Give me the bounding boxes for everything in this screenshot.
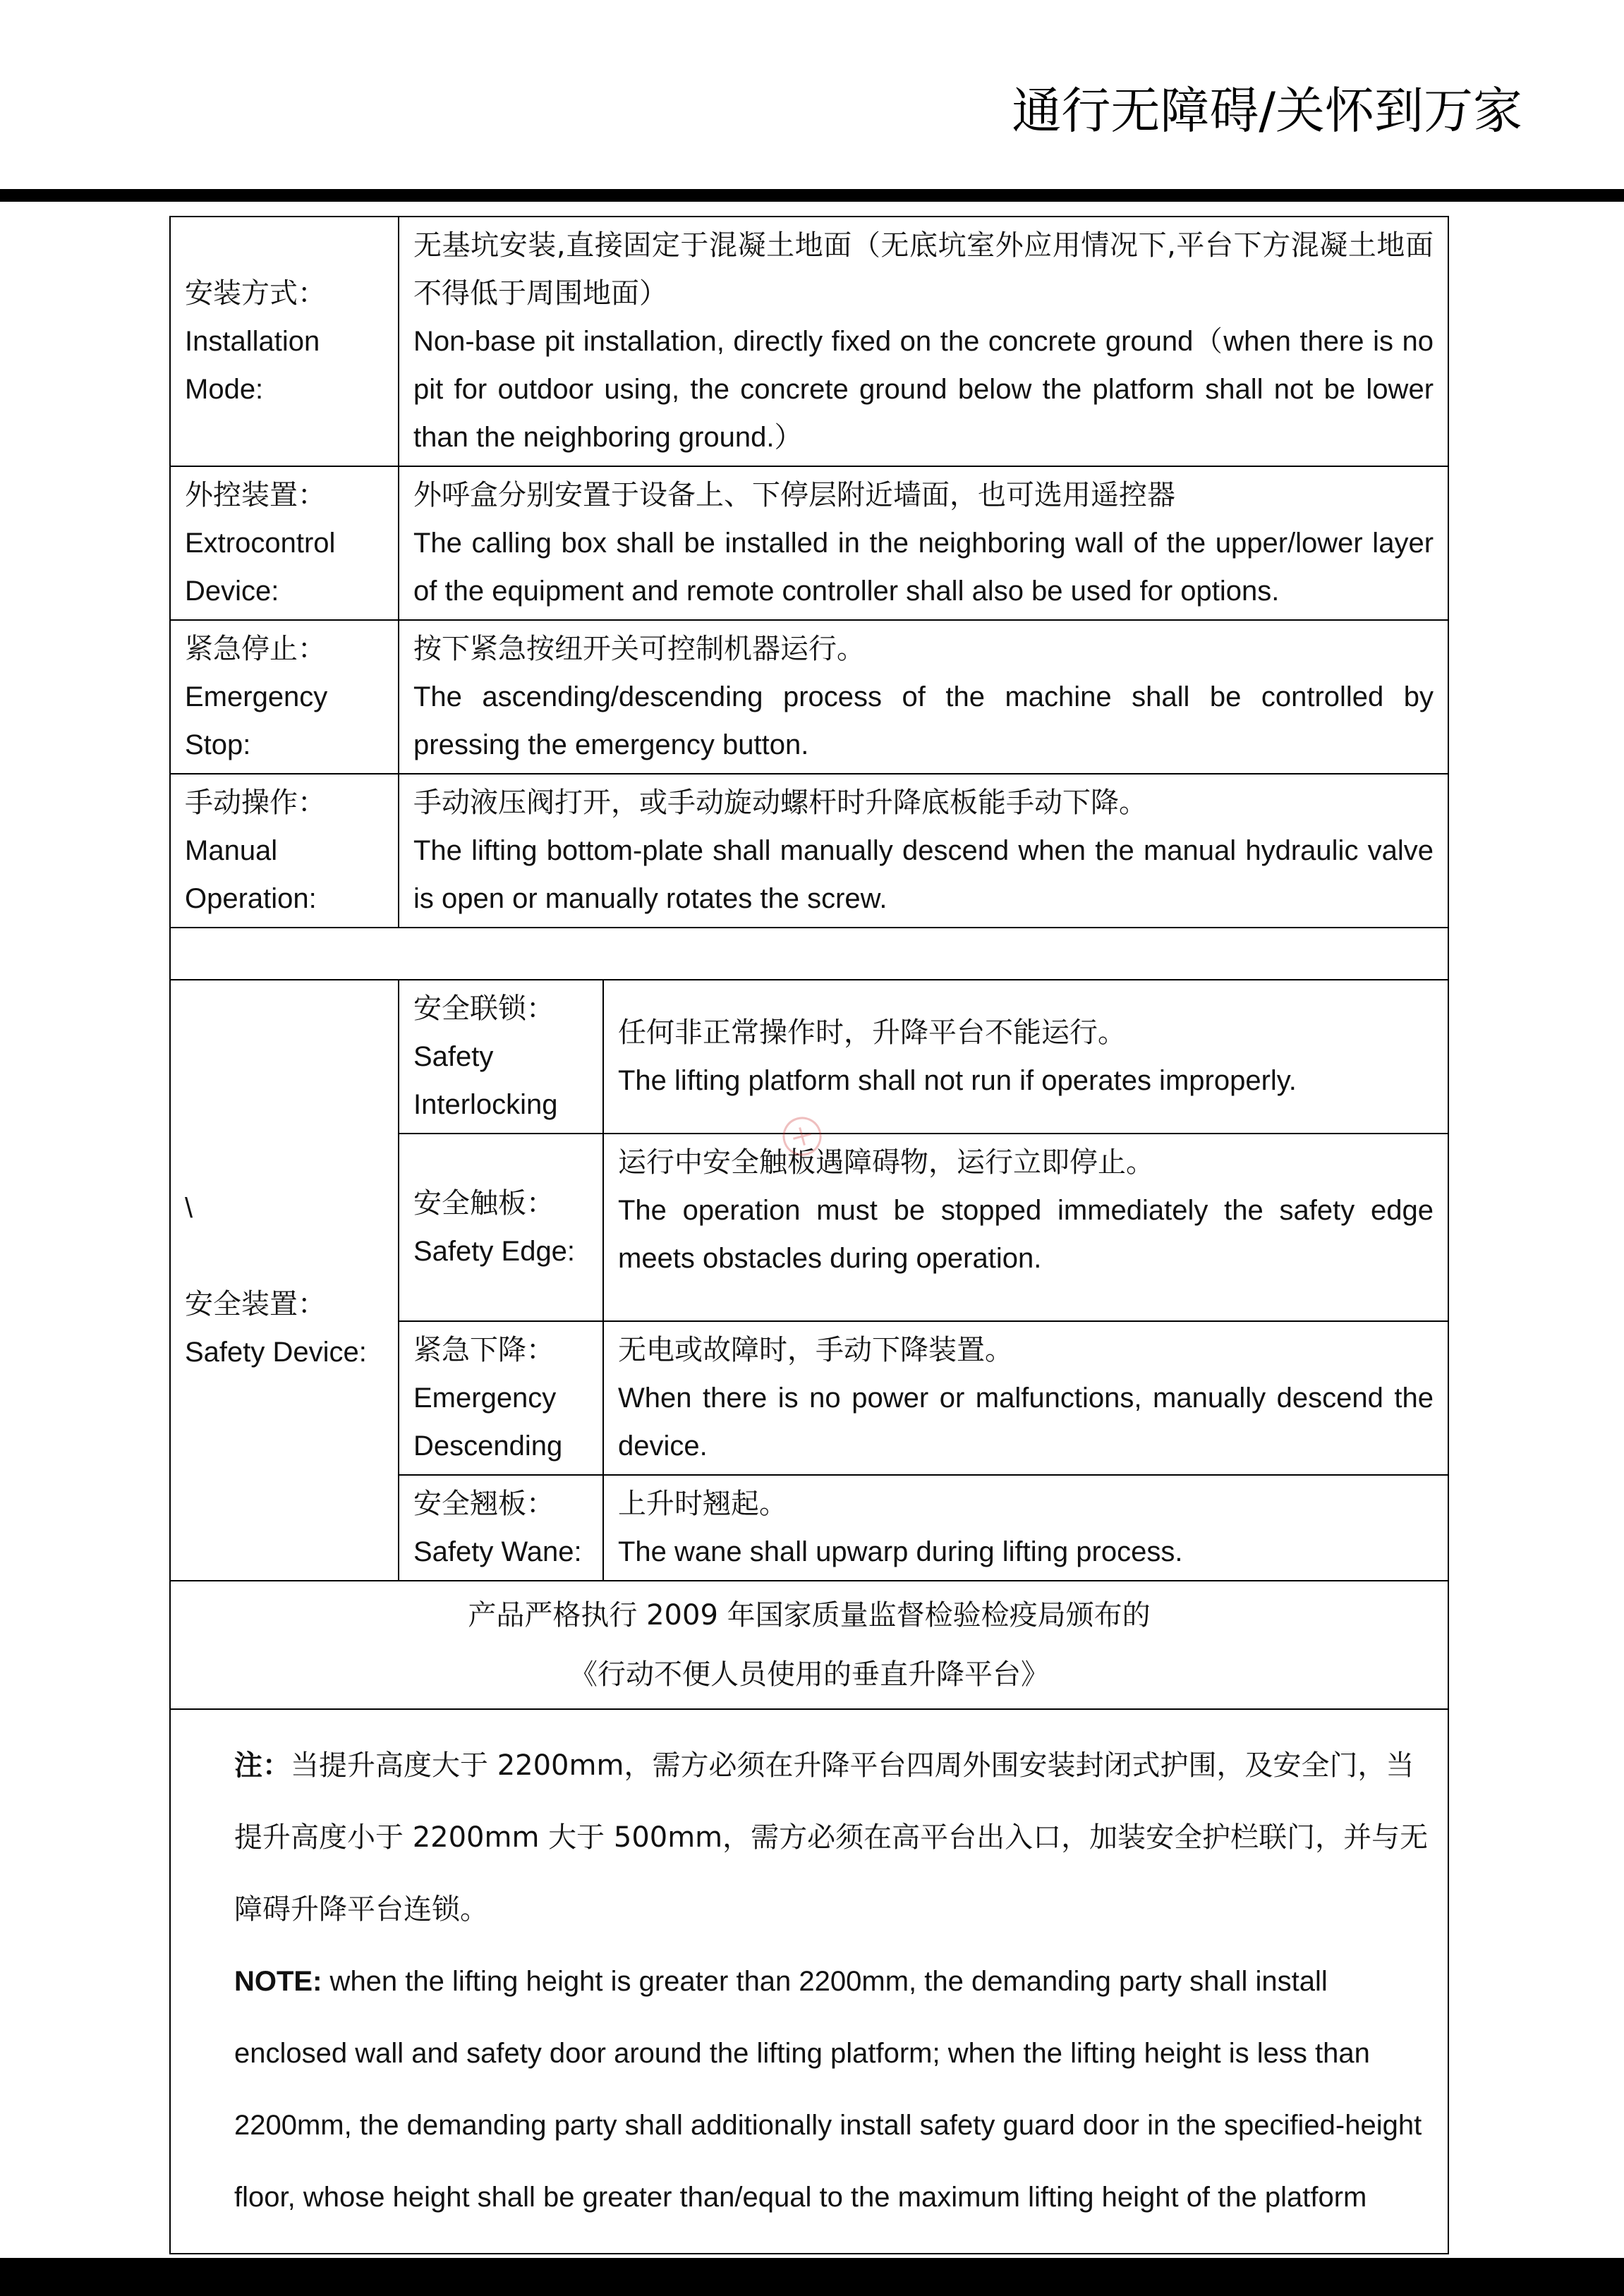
label-zh: 紧急停止： — [185, 633, 326, 665]
row-value — [399, 774, 1448, 928]
table-row — [170, 466, 1448, 620]
label-zh: 紧急下降： — [413, 1334, 555, 1366]
value-en: The calling box shall be installed in the neighboring wall of the upper/lower layer of the equipment and remote controller shall also be used for options. — [413, 528, 1434, 607]
safety-item-label — [399, 1475, 603, 1581]
safety-item-label — [399, 1321, 603, 1475]
footer-bar — [0, 2258, 1624, 2296]
note-en-label: NOTE: — [234, 1966, 322, 1997]
row-label — [170, 774, 399, 928]
label-en: Safety Interlocking — [413, 1041, 558, 1120]
value-en: The ascending/descending process of the machine shall be controlled by pressing the emergency button. — [413, 681, 1434, 760]
value-zh: 外呼盒分别安置于设备上、下停层附近墙面，也可选用遥控器 — [413, 479, 1175, 511]
value-en: The operation must be stopped immediately the safety edge meets obstacles during operation. — [618, 1195, 1434, 1274]
safety-item-label — [399, 1134, 603, 1321]
label-en: Emergency Descending — [413, 1383, 563, 1462]
header-title: 通行无障碍/关怀到万家 — [1012, 82, 1522, 140]
note-zh-label: 注： — [234, 1749, 291, 1782]
table-row — [170, 774, 1448, 928]
row-value — [399, 217, 1448, 466]
label-zh: 安全触板： — [413, 1187, 555, 1220]
safety-item-label — [399, 980, 603, 1134]
safety-item-value — [603, 980, 1448, 1134]
label-zh: 安全装置： — [185, 1288, 326, 1320]
label-en: Extrocontrol Device: — [185, 528, 336, 607]
label-en: Emergency Stop: — [185, 681, 328, 760]
spacer-cell — [170, 928, 1448, 980]
standard-line-1: 产品严格执行 2009 年国家质量监督检验检疫局颁布的 — [468, 1599, 1151, 1632]
table-row — [170, 217, 1448, 466]
value-en: The lifting bottom-plate shall manually descend when the manual hydraulic valve is open or manually rotates the screw. — [413, 835, 1434, 914]
row-label — [170, 466, 399, 620]
value-zh: 运行中安全触板遇障碍物，运行立即停止。 — [618, 1146, 1154, 1179]
label-en: Safety Edge: — [413, 1236, 576, 1267]
standard-line-2: 《行动不便人员使用的垂直升降平台》 — [569, 1658, 1049, 1691]
value-zh: 无基坑安装,直接固定于混凝土地面（无底坑室外应用情况下,平台下方混凝土地面不得低于周围地面） — [413, 229, 1434, 310]
row-value — [399, 620, 1448, 774]
label-zh: 安全翘板： — [413, 1488, 555, 1520]
value-en: The wane shall upwarp during lifting process. — [618, 1536, 1183, 1567]
safety-device-label — [170, 980, 399, 1581]
label-en: Manual Operation: — [185, 835, 317, 914]
note-cell — [170, 1709, 1448, 2254]
safety-item-value — [603, 1134, 1448, 1321]
label-en: Installation Mode: — [185, 326, 320, 405]
note-en-text: when the lifting height is greater than 2200mm, the demanding party shall install enclosed wall and safety door around the lifting platform; when the lifting height is less than 2200mm, the demanding party shall additionally install safety guard door in the specified-height floor, whose height shall be greater than/equal to the maximum lifting height of the platform — [234, 1966, 1422, 2213]
note-zh-text: 当提升高度大于 2200mm，需方必须在升降平台四周外围安装封闭式护围，及安全门，当提升高度小于 2200mm 大于 500mm，需方必须在高平台出入口，加装安全护栏联门，并与无障碍升降平台连锁。 — [234, 1749, 1429, 1926]
label-zh: 安装方式： — [185, 277, 326, 310]
standard-cell — [170, 1581, 1448, 1709]
note-zh — [234, 1730, 1431, 1945]
note-en — [234, 1945, 1431, 2233]
value-zh: 任何非正常操作时，升降平台不能运行。 — [618, 1016, 1126, 1049]
row-label — [170, 620, 399, 774]
header-rule — [0, 189, 1624, 202]
standard-row — [170, 1581, 1448, 1709]
label-en: Safety Wane: — [413, 1536, 582, 1567]
backslash-mark: \ — [185, 1193, 193, 1224]
safety-item-value — [603, 1321, 1448, 1475]
row-value — [399, 466, 1448, 620]
row-label — [170, 217, 399, 466]
value-zh: 上升时翘起。 — [618, 1488, 787, 1520]
table-row — [170, 620, 1448, 774]
label-en: Safety Device: — [185, 1337, 367, 1368]
value-zh: 无电或故障时，手动下降装置。 — [618, 1334, 1013, 1366]
value-en: The lifting platform shall not run if operates improperly. — [618, 1065, 1297, 1096]
label-zh: 手动操作： — [185, 786, 326, 819]
label-zh: 外控装置： — [185, 479, 326, 511]
table-spacer-row — [170, 928, 1448, 980]
safety-item-value — [603, 1475, 1448, 1581]
value-zh: 手动液压阀打开，或手动旋动螺杆时升降底板能手动下降。 — [413, 786, 1147, 819]
spec-table — [169, 216, 1449, 2254]
value-en: Non-base pit installation, directly fixed on the concrete ground（when there is no pit for outdoor using, the concrete ground below the platform shall not be lower than the neighboring ground.） — [413, 326, 1434, 453]
label-zh: 安全联锁： — [413, 992, 555, 1025]
value-zh: 按下紧急按纽开关可控制机器运行。 — [413, 633, 865, 665]
note-row — [170, 1709, 1448, 2254]
value-en: When there is no power or malfunctions, manually descend the device. — [618, 1383, 1434, 1462]
